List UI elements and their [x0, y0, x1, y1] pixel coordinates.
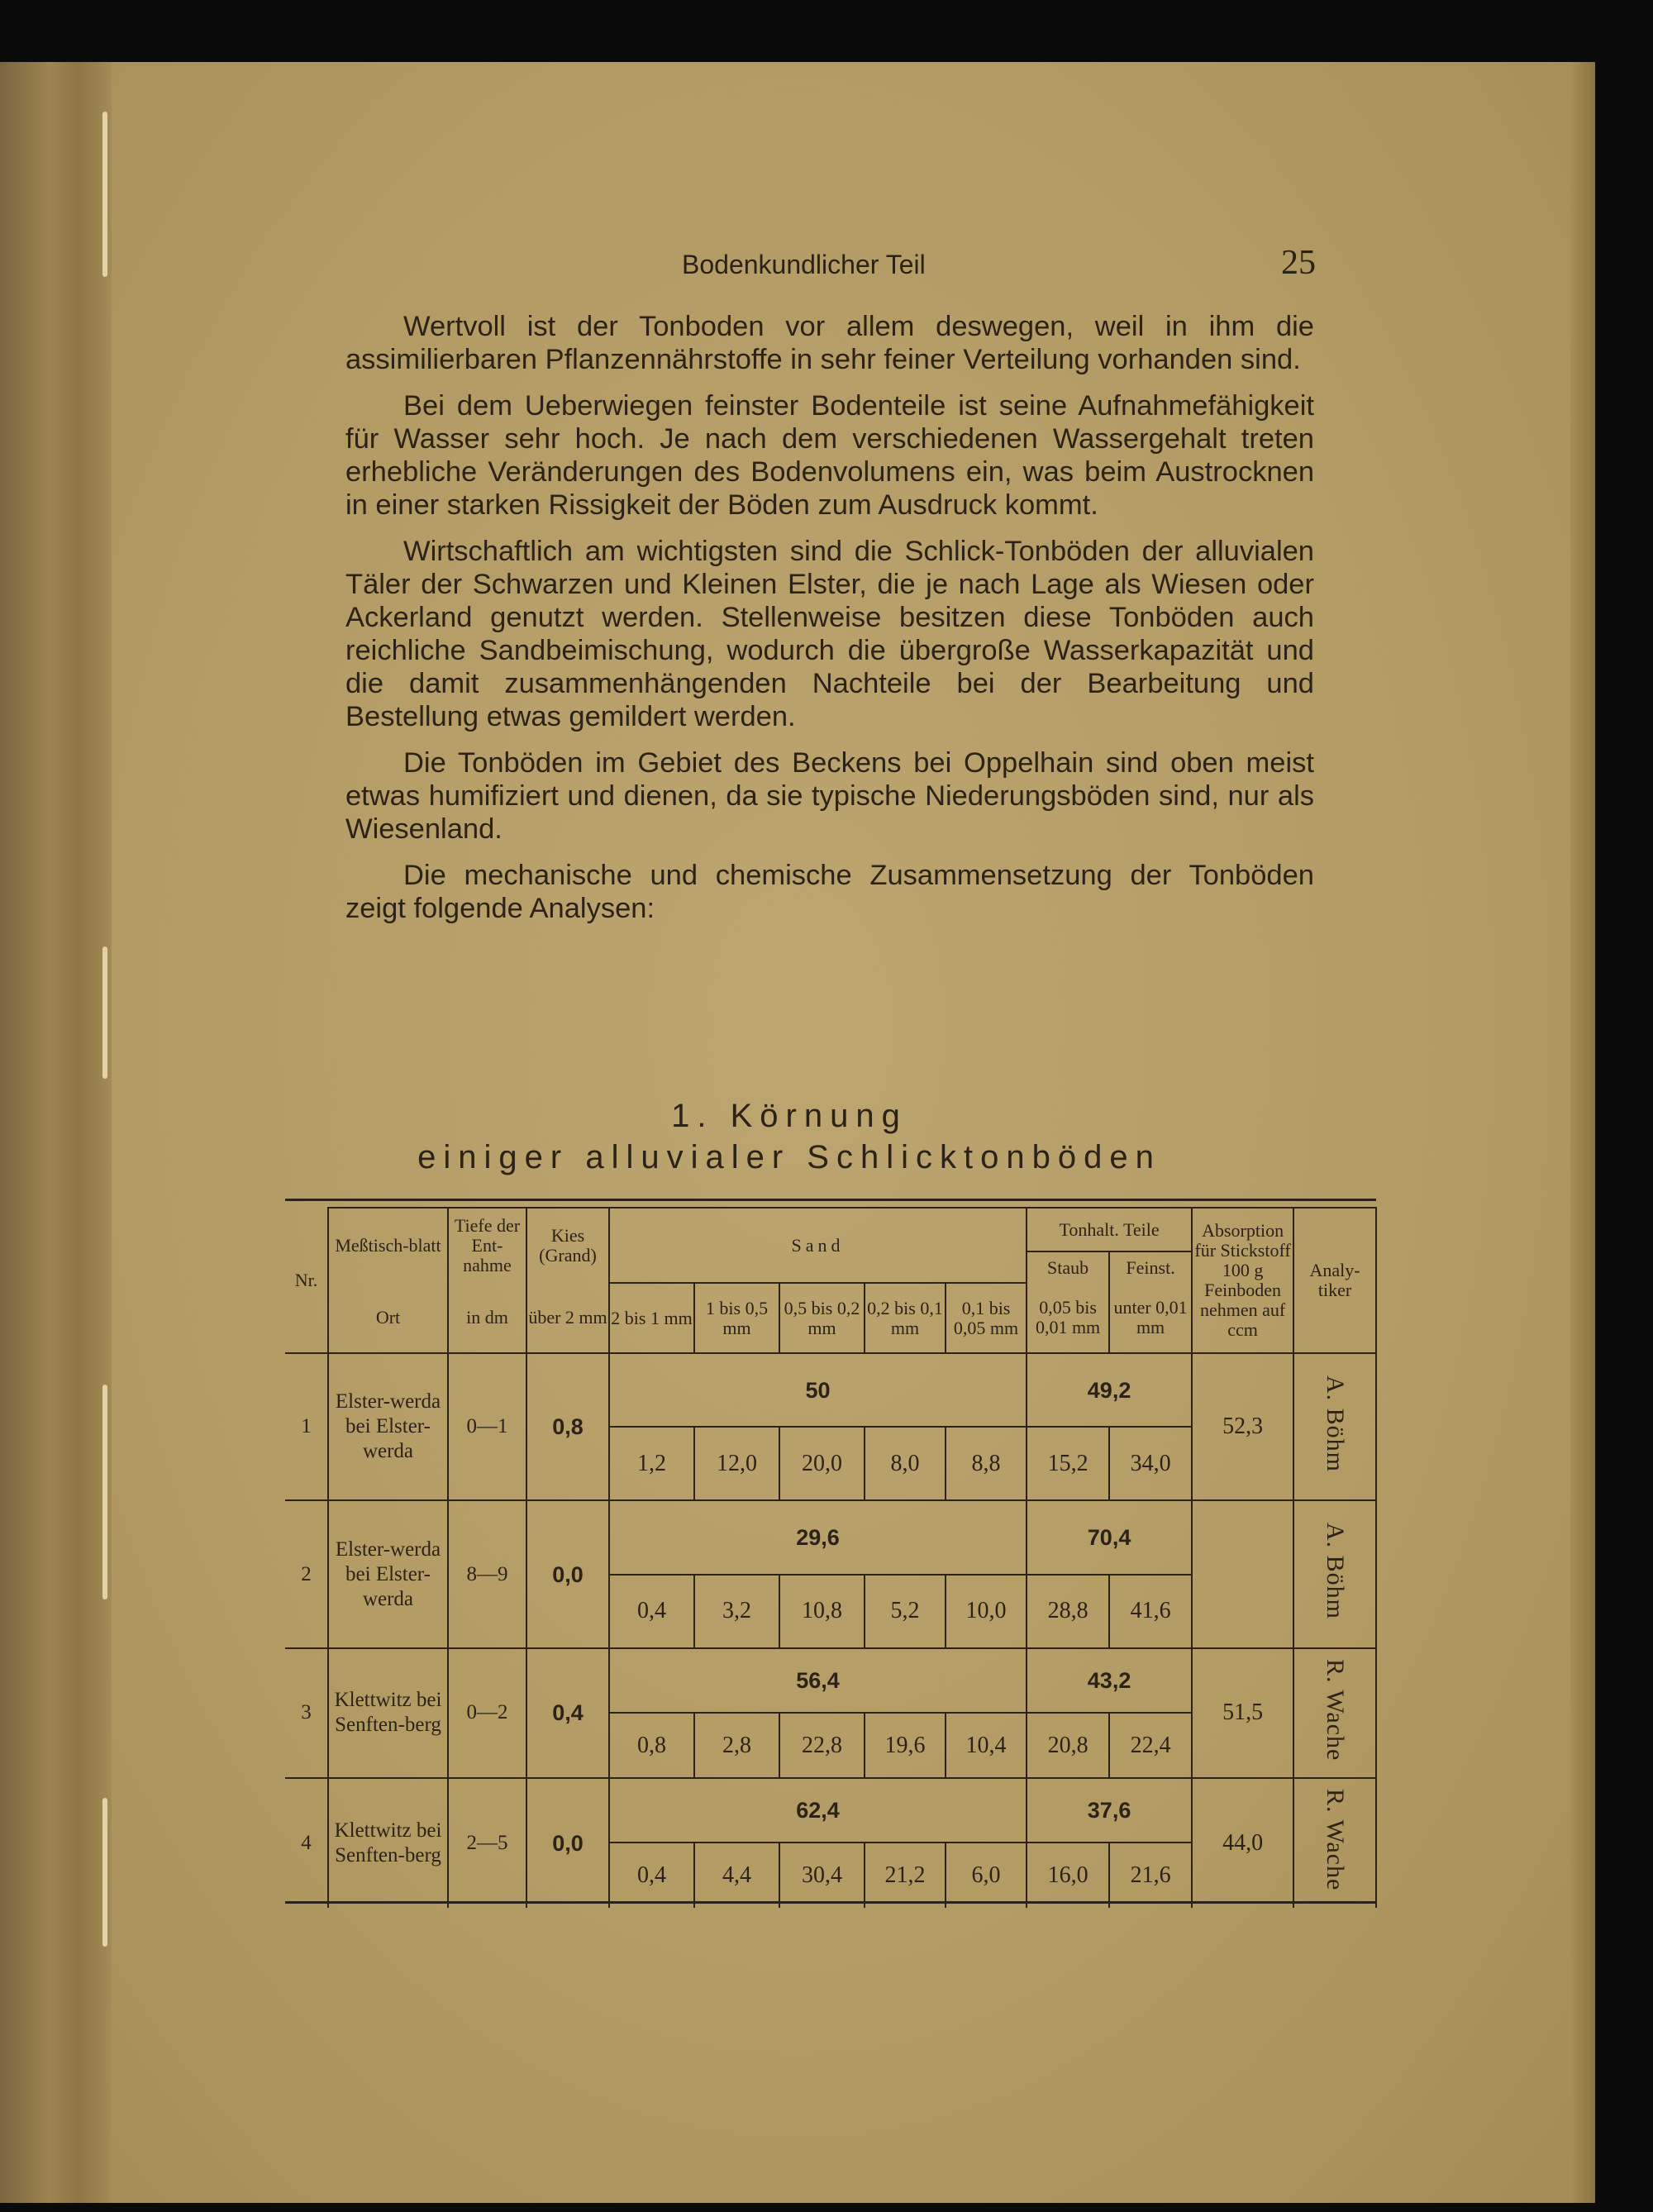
- cell-sand: 6,0: [946, 1843, 1027, 1908]
- cell-tiefe: 0—2: [448, 1648, 526, 1778]
- binding-thread: [102, 1385, 107, 1599]
- cell-sand: 20,0: [779, 1427, 865, 1500]
- analytiker-name: A. Böhm: [1322, 1375, 1350, 1472]
- header-ort: Ort: [328, 1283, 448, 1353]
- cell-nr: 1: [285, 1353, 328, 1500]
- cell-sand: 5,2: [865, 1575, 946, 1648]
- header-nr: Nr.: [285, 1208, 328, 1353]
- page-number: 25: [1281, 244, 1316, 282]
- binding-thread: [102, 1798, 107, 1947]
- body-text: [345, 310, 1314, 938]
- cell-sand: 21,2: [865, 1843, 946, 1908]
- cell-sand-total: 62,4: [609, 1778, 1027, 1843]
- cell-nr: 4: [285, 1778, 328, 1908]
- header-staub: Staub: [1027, 1251, 1109, 1283]
- cell-sand: 22,8: [779, 1713, 865, 1778]
- cell-absorption: 44,0: [1192, 1778, 1293, 1908]
- cell-feinst: 22,4: [1109, 1713, 1192, 1778]
- cell-sand: 4,4: [694, 1843, 779, 1908]
- header-staub-range: 0,05 bis 0,01 mm: [1027, 1283, 1109, 1353]
- cell-kies: 0,0: [526, 1500, 609, 1647]
- cell-staub: 20,8: [1027, 1713, 1109, 1778]
- cell-kies: 0,0: [526, 1778, 609, 1908]
- table-title-line2: einiger alluvialer Schlicktonböden: [417, 1139, 1161, 1175]
- cell-analytiker: [1293, 1500, 1376, 1647]
- header-kies-unit: über 2 mm: [526, 1283, 609, 1353]
- binding-thread: [102, 946, 107, 1079]
- cell-sand: 8,0: [865, 1427, 946, 1500]
- page-header: [0, 244, 1595, 289]
- cell-sand: 2,8: [694, 1713, 779, 1778]
- analytiker-name: A. Böhm: [1322, 1523, 1350, 1620]
- cell-ton-total: 37,6: [1027, 1778, 1192, 1843]
- cell-sand: 0,8: [609, 1713, 694, 1778]
- table-title: [0, 1095, 1595, 1178]
- table-title-line1: 1. Körnung: [671, 1098, 907, 1134]
- cell-analytiker: [1293, 1353, 1376, 1500]
- cell-ton-total: 70,4: [1027, 1500, 1192, 1574]
- analytiker-name: R. Wache: [1322, 1789, 1350, 1891]
- cell-staub: 28,8: [1027, 1575, 1109, 1648]
- cell-feinst: 41,6: [1109, 1575, 1192, 1648]
- cell-absorption: [1192, 1500, 1293, 1647]
- cell-nr: 2: [285, 1500, 328, 1647]
- cell-absorption: 51,5: [1192, 1648, 1293, 1778]
- cell-sand: 30,4: [779, 1843, 865, 1908]
- paragraph: Die mechanische und chemische Zusammensetzung der Tonböden zeigt folgende Analysen:: [345, 860, 1314, 924]
- analytiker-name: R. Wache: [1322, 1658, 1350, 1761]
- header-sand-col: 0,5 bis 0,2 mm: [779, 1283, 865, 1353]
- cell-sand-total: 56,4: [609, 1648, 1027, 1714]
- cell-sand-total: 50: [609, 1353, 1027, 1427]
- cell-tiefe: 0—1: [448, 1353, 526, 1500]
- header-feinst-range: unter 0,01 mm: [1109, 1283, 1192, 1353]
- header-tiefe-unit: in dm: [448, 1283, 526, 1353]
- cell-ort: Elster-werda bei Elster-werda: [328, 1500, 448, 1647]
- header-feinst: Feinst.: [1109, 1251, 1192, 1283]
- cell-sand: 10,8: [779, 1575, 865, 1648]
- header-analytiker: Analy-tiker: [1293, 1208, 1376, 1353]
- cell-kies: 0,4: [526, 1648, 609, 1778]
- cell-sand: 12,0: [694, 1427, 779, 1500]
- cell-kies: 0,8: [526, 1353, 609, 1500]
- cell-feinst: 21,6: [1109, 1843, 1192, 1908]
- header-tonhalt: Tonhalt. Teile: [1027, 1208, 1192, 1251]
- cell-ort: Klettwitz bei Senften-berg: [328, 1648, 448, 1778]
- paragraph: Die Tonböden im Gebiet des Beckens bei Oppelhain sind oben meist etwas humifiziert und dienen, da sie typische Niederungsböden sind, nur als Wiesenland.: [345, 747, 1314, 845]
- paragraph: Wirtschaftlich am wichtigsten sind die Schlick-Tonböden der alluvialen Täler der Schwarzen und Kleinen Elster, die je nach Lage als Wiesen oder Ackerland genutzt werden. Stellenweise besitzen diese Tonböden auch reichliche Sandbeimischung, wodurch die übergroße Wasserkapazität und die damit zusammenhängenden Nachteile bei der Bearbeitung und Bestellung etwas gemildert werden.: [345, 536, 1314, 732]
- cell-ton-total: 43,2: [1027, 1648, 1192, 1714]
- cell-absorption: 52,3: [1192, 1353, 1293, 1500]
- cell-ton-total: 49,2: [1027, 1353, 1192, 1427]
- header-sand-col: 0,1 bis 0,05 mm: [946, 1283, 1027, 1353]
- header-sand: Sand: [609, 1208, 1027, 1283]
- cell-sand: 10,4: [946, 1713, 1027, 1778]
- cell-sand: 3,2: [694, 1575, 779, 1648]
- cell-ort: Elster-werda bei Elster-werda: [328, 1353, 448, 1500]
- cell-nr: 3: [285, 1648, 328, 1778]
- cell-analytiker: [1293, 1648, 1376, 1778]
- cell-sand: 1,2: [609, 1427, 694, 1500]
- cell-sand: 8,8: [946, 1427, 1027, 1500]
- cell-sand: 10,0: [946, 1575, 1027, 1648]
- header-messtischblatt: Meßtisch-blatt: [328, 1208, 448, 1283]
- header-kies: Kies (Grand): [526, 1208, 609, 1283]
- header-sand-col: 0,2 bis 0,1 mm: [865, 1283, 946, 1353]
- cell-sand-total: 29,6: [609, 1500, 1027, 1574]
- cell-analytiker: [1293, 1778, 1376, 1908]
- paragraph: Bei dem Ueberwiegen feinster Bodenteile ist seine Aufnahmefähigkeit für Wasser sehr hoch. Je nach dem verschiedenen Wassergehalt treten erhebliche Veränderungen des Bodenvolumens ein, was beim Austrocknen in einer starken Rissigkeit der Böden zum Ausdruck kommt.: [345, 390, 1314, 521]
- header-sand-col: 2 bis 1 mm: [609, 1283, 694, 1353]
- cell-feinst: 34,0: [1109, 1427, 1192, 1500]
- cell-sand: 0,4: [609, 1843, 694, 1908]
- cell-staub: 16,0: [1027, 1843, 1109, 1908]
- header-tiefe: Tiefe der Ent-nahme: [448, 1208, 526, 1283]
- cell-sand: 19,6: [865, 1713, 946, 1778]
- paragraph: Wertvoll ist der Tonboden vor allem deswegen, weil in ihm die assimilierbaren Pflanzennährstoffe in sehr feiner Verteilung vorhanden sind.: [345, 311, 1314, 375]
- header-sand-col: 1 bis 0,5 mm: [694, 1283, 779, 1353]
- header-absorption: Absorption für Stickstoff 100 g Feinboden nehmen auf ccm: [1192, 1208, 1293, 1353]
- cell-ort: Klettwitz bei Senften-berg: [328, 1778, 448, 1908]
- cell-tiefe: 8—9: [448, 1500, 526, 1647]
- cell-sand: 0,4: [609, 1575, 694, 1648]
- table-top-rule: [285, 1199, 1376, 1201]
- cell-tiefe: 2—5: [448, 1778, 526, 1908]
- cell-staub: 15,2: [1027, 1427, 1109, 1500]
- running-title: Bodenkundlicher Teil: [682, 250, 926, 279]
- grain-size-table: [285, 1207, 1377, 1908]
